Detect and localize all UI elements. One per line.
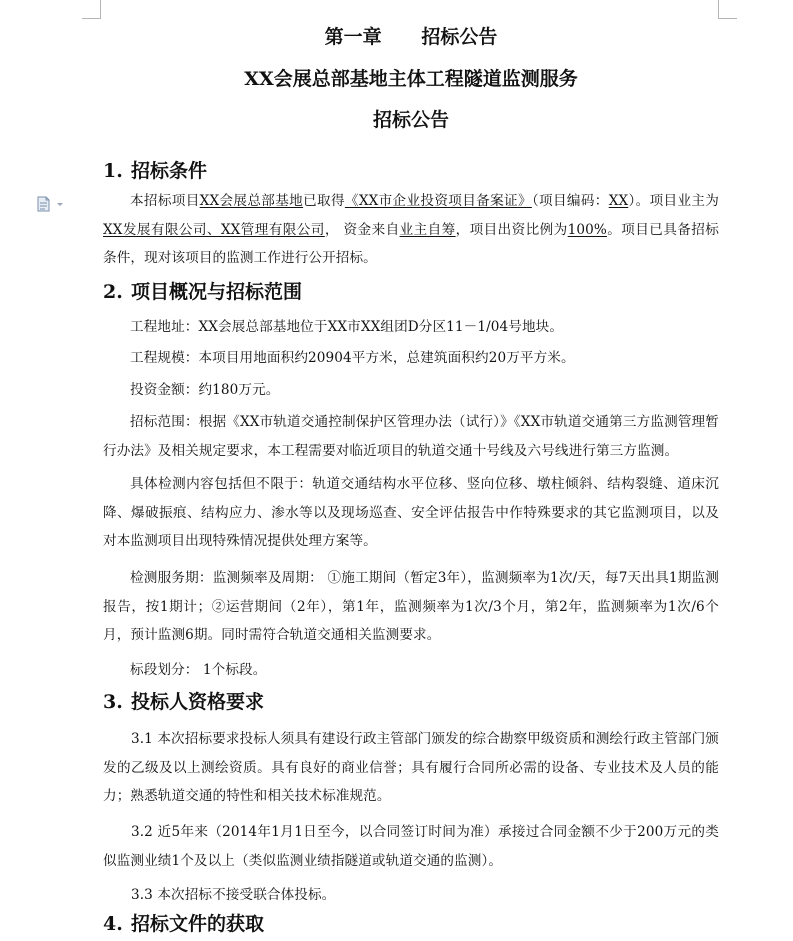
section-title: 项目概况与招标范围 xyxy=(131,281,303,303)
section-2-heading xyxy=(103,277,302,304)
section-4-heading xyxy=(103,909,264,936)
section-3-heading xyxy=(103,687,264,714)
requirement-3-2: 3.2 近5年来（2014年1月1日至今，以合同签订时间为准）承接过合同金额不少于200万元的类似监测业绩1个及以上（类似监测业绩指隧道或轨道交通的监测）。 xyxy=(103,824,719,869)
section-number: 3. xyxy=(103,691,123,713)
section-1-heading xyxy=(103,156,207,183)
page-corner-top-right xyxy=(718,0,737,19)
section-title: 投标人资格要求 xyxy=(131,691,265,713)
underlined-text: 业主自筹 xyxy=(399,221,456,238)
underlined-text: 100% xyxy=(567,221,607,238)
text-run: 。项目已具备招标条件，现对该项目的监测工作进行公开招标。 xyxy=(103,221,719,266)
section-number: 2. xyxy=(103,281,123,303)
project-location: 工程地址：XX会展总部基地位于XX市XX组团D分区11－1/04号地块。 xyxy=(130,319,564,335)
text-run: （项目编码： xyxy=(531,193,609,209)
section-number: 4. xyxy=(103,913,123,935)
investment-amount: 投资金额：约180万元。 xyxy=(130,382,280,398)
text-run: ，项目出资比例为 xyxy=(455,221,568,238)
lot-division: 标段划分： 1个标段。 xyxy=(130,662,267,678)
requirement-3-1: 3.1 本次招标要求投标人须具有建设行政主管部门颁发的综合勘察甲级资质和测绘行政主管部门颁发的乙级及以上测绘资质。具有良好的商业信誉；具有履行合同所必需的设备、专业技术及人员的能力；熟悉轨道交通的特性和相关技术标准规范。 xyxy=(103,731,719,804)
section-number: 1. xyxy=(103,160,123,182)
underlined-text: XX发展有限公司、XX管理有限公司 xyxy=(103,221,325,238)
text-run: 本招标项目 xyxy=(130,193,200,209)
underlined-text: XX xyxy=(608,193,629,209)
notice-title: 招标公告 xyxy=(372,109,449,131)
text-run: ， 资金来自 xyxy=(324,221,400,238)
section-1-paragraph xyxy=(103,187,719,273)
page-corner-top-left xyxy=(82,0,101,19)
project-title: XX会展总部基地主体工程隧道监测服务 xyxy=(244,68,578,90)
bidding-scope: 招标范围：根据《XX市轨道交通控制保护区管理办法（试行）》《XX市轨道交通第三方监测管理暂行办法》及相关规定要求，本工程需要对临近项目的轨道交通十号线及六号线进行第三方监测。 xyxy=(103,414,719,459)
section-title: 招标条件 xyxy=(131,160,208,182)
service-period: 检测服务期：监测频率及周期： ①施工期间（暂定3年），监测频率为1次/天，每7天出具1期监测报告，按1期计；②运营期间（2年），第1年，监测频率为1次/3个月，第2年，监测频率为1次/6个月，预计监测6期。同时需符合轨道交通相关监测要求。 xyxy=(103,570,719,643)
underlined-text: 《XX市企业投资项目备案证》 xyxy=(344,193,532,209)
chapter-title: 第一章 招标公告 xyxy=(324,26,498,48)
text-run: 已取得 xyxy=(303,193,345,209)
text-run: ）。项目业主为 xyxy=(628,193,719,209)
monitoring-content: 具体检测内容包括但不限于：轨道交通结构水平位移、竖向位移、墩柱倾斜、结构裂缝、道床沉降、爆破振痕、结构应力、渗水等以及现场巡查、安全评估报告中作特殊要求的其它监测项目，以及对本监测项目出现特殊情况提供处理方案等。 xyxy=(103,476,719,549)
document-comment-icon[interactable] xyxy=(36,196,66,212)
section-title: 招标文件的获取 xyxy=(131,913,265,935)
underlined-text: XX会展总部基地 xyxy=(199,193,304,209)
project-scale: 工程规模：本项目用地面积约20904平方米，总建筑面积约20万平方米。 xyxy=(130,350,575,366)
requirement-3-3: 3.3 本次招标不接受联合体投标。 xyxy=(131,887,336,903)
